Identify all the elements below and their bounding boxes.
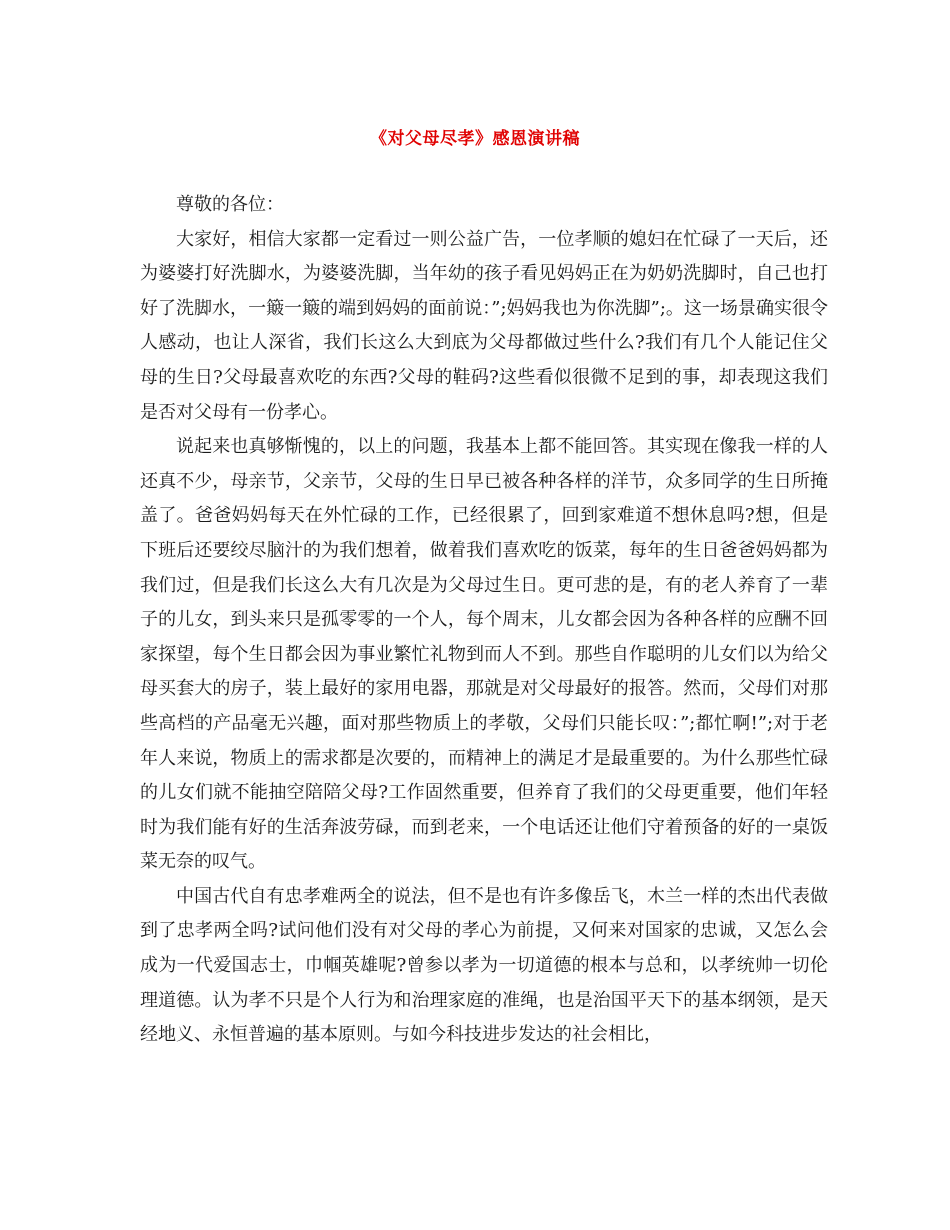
paragraph-1: 大家好，相信大家都一定看过一则公益广告，一位孝顺的媳妇在忙碌了一天后，还为婆婆打好洗脚水，为婆婆洗脚，当年幼的孩子看见妈妈正在为奶奶洗脚时，自己也打好了洗脚水，一簸一簸的端到妈妈的面前说：”;妈妈我也为你洗脚”;。这一场景确实很令人感动，也让人深省，我们长这么大到底为父母都做过些什么?我们有几个人能记住父母的生日?父母最喜欢吃的东西?父母的鞋码?这些看似很微不足到的事，却表现这我们是否对父母有一份孝心。 <box>140 228 828 423</box>
document-body <box>140 188 828 1053</box>
salutation: 尊敬的各位： <box>176 194 284 215</box>
paragraph-3: 中国古代自有忠孝难两全的说法，但不是也有许多像岳飞，木兰一样的杰出代表做到了忠孝两全吗?试问他们没有对父母的孝心为前提，又何来对国家的忠诚，又怎么会成为一代爱国志士，巾帼英雄呢?曾参以孝为一切道德的根本与总和，以孝统帅一切伦理道德。认为孝不只是个人行为和治理家庭的准绳，也是治国平天下的基本纲领，是天经地义、永恒普遍的基本原则。与如今科技进步发达的社会相比， <box>140 885 828 1046</box>
document-title: 《对父母尽孝》感恩演讲稿 <box>370 129 580 149</box>
paragraph-2: 说起来也真够惭愧的，以上的问题，我基本上都不能回答。其实现在像我一样的人还真不少，母亲节，父亲节，父母的生日早已被各种各样的洋节，众多同学的生日所掩盖了。爸爸妈妈每天在外忙碌的工作，已经很累了，回到家难道不想休息吗?想，但是下班后还要绞尽脑汁的为我们想着，做着我们喜欢吃的饭菜，每年的生日爸爸妈妈都为我们过，但是我们长这么大有几次是为父母过生日。更可悲的是，有的老人养育了一辈子的儿女，到头来只是孤零零的一个人，每个周末，儿女都会因为各种各样的应酬不回家探望，每个生日都会因为事业繁忙礼物到而人不到。那些自作聪明的儿女们以为给父母买套大的房子，装上最好的家用电器，那就是对父母最好的报答。然而，父母们对那些高档的产品毫无兴趣，面对那些物质上的孝敬，父母们只能长叹：”;都忙啊!”;对于老年人来说，物质上的需求都是次要的，而精神上的满足才是最重要的。为什么那些忙碌的儿女们就不能抽空陪陪父母?工作固然重要，但养育了我们的父母更重要，他们年轻时为我们能有好的生活奔波劳碌，而到老来，一个电话还让他们守着预备的好的一桌饭菜无奈的叹气。 <box>140 436 828 873</box>
